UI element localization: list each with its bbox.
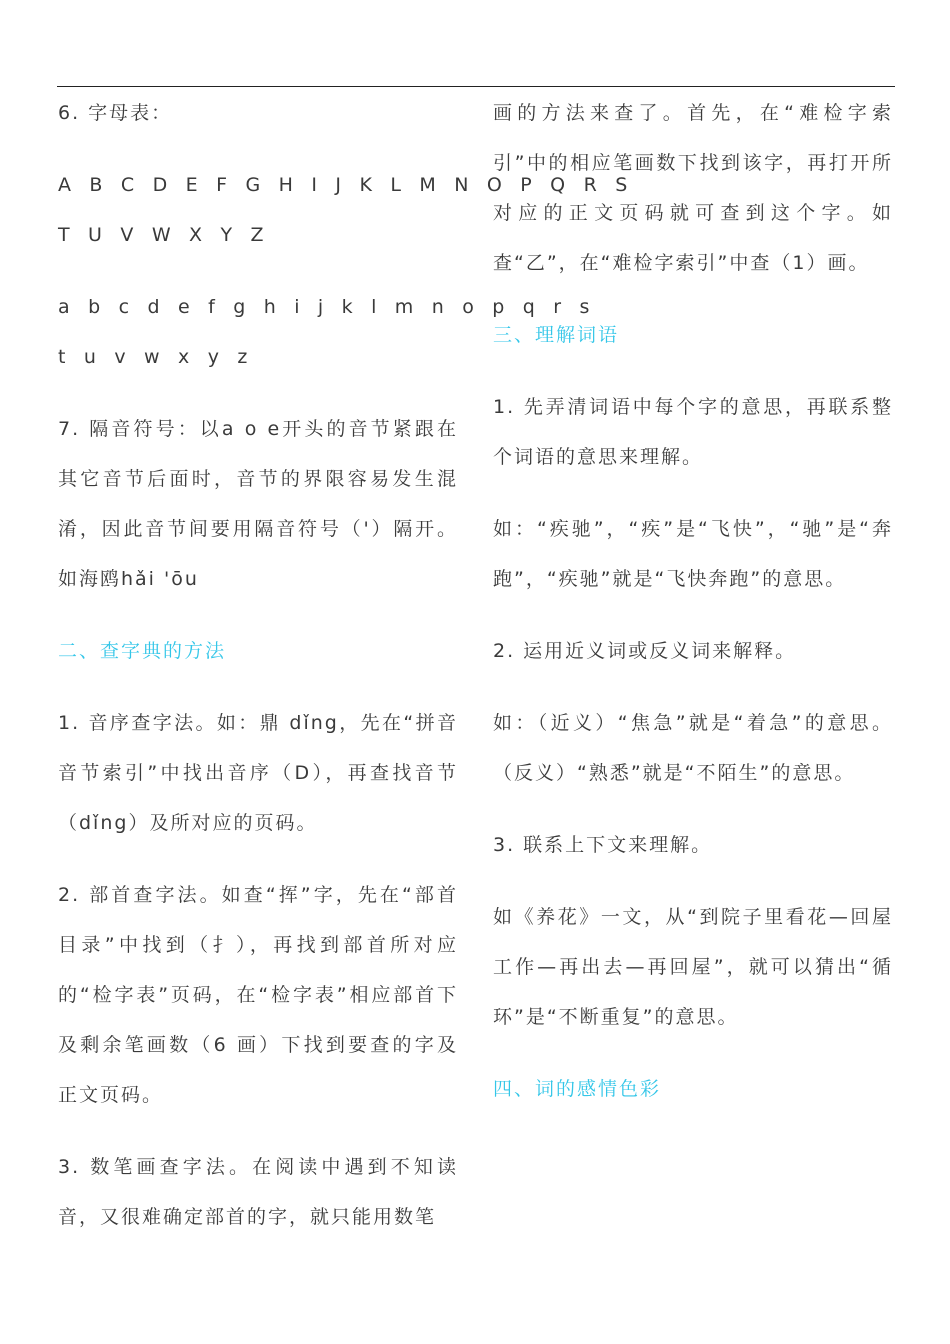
uppercase-alphabet-line-1: A B C D E F G H I J K L M N O P Q R S <box>58 174 634 196</box>
header-rule <box>57 86 895 87</box>
section-3-heading: 三、理解词语 <box>493 324 620 346</box>
section-2-heading: 二、查字典的方法 <box>58 640 227 662</box>
lowercase-alphabet-line-1: a b c d e f g h i j k l m n o p q r s <box>58 296 596 318</box>
understand-3-paragraph: 3. 联系上下文来理解。 <box>493 834 713 856</box>
understand-3-example: 如《养花》一文，从“到院子里看花—回屋工作—再出去—再回屋”，就可以猜出“循环”是“不断重复”的意思。 <box>493 906 893 1028</box>
right-column <box>493 88 893 1114</box>
method-3-paragraph: 3. 数笔画查字法。在阅读中遇到不知读音，又很难确定部首的字，就只能用数笔 <box>58 1156 458 1228</box>
uppercase-alphabet-line-2: T U V W X Y Z <box>58 224 270 246</box>
item-6-title: 6. 字母表： <box>58 102 173 124</box>
understand-1-example: 如：“疾驰”，“疾”是“飞快”，“驰”是“奔跑”，“疾驰”就是“飞快奔跑”的意思。 <box>493 518 893 590</box>
section-4-heading: 四、词的感情色彩 <box>493 1078 662 1100</box>
item-7-paragraph: 7. 隔音符号：以a o e开头的音节紧跟在其它音节后面时，音节的界限容易发生混淆，因此音节间要用隔音符号（'）隔开。如海鸥hǎi 'ōu <box>58 418 458 590</box>
understand-2-paragraph: 2. 运用近义词或反义词来解释。 <box>493 640 797 662</box>
method-3-continuation: 画的方法来查了。首先，在“难检字索引”中的相应笔画数下找到该字，再打开所对应的正文页码就可查到这个字。如查“乙”，在“难检字索引”中查（1）画。 <box>493 102 893 274</box>
understand-2-example: 如：（近义）“焦急”就是“着急”的意思。（反义）“熟悉”就是“不陌生”的意思。 <box>493 712 893 784</box>
method-1-paragraph: 1. 音序查字法。如：鼎 dǐng，先在“拼音音节索引”中找出音序（D），再查找音节（dǐng）及所对应的页码。 <box>58 712 458 834</box>
method-2-paragraph: 2. 部首查字法。如查“挥”字，先在“部首目录”中找到（扌），再找到部首所对应的“检字表”页码，在“检字表”相应部首下及剩余笔画数（6 画）下找到要查的字及正文页码。 <box>58 884 458 1106</box>
lowercase-alphabet-line-2: t u v w x y z <box>58 346 254 368</box>
understand-1-paragraph: 1. 先弄清词语中每个字的意思，再联系整个词语的意思来理解。 <box>493 396 893 468</box>
